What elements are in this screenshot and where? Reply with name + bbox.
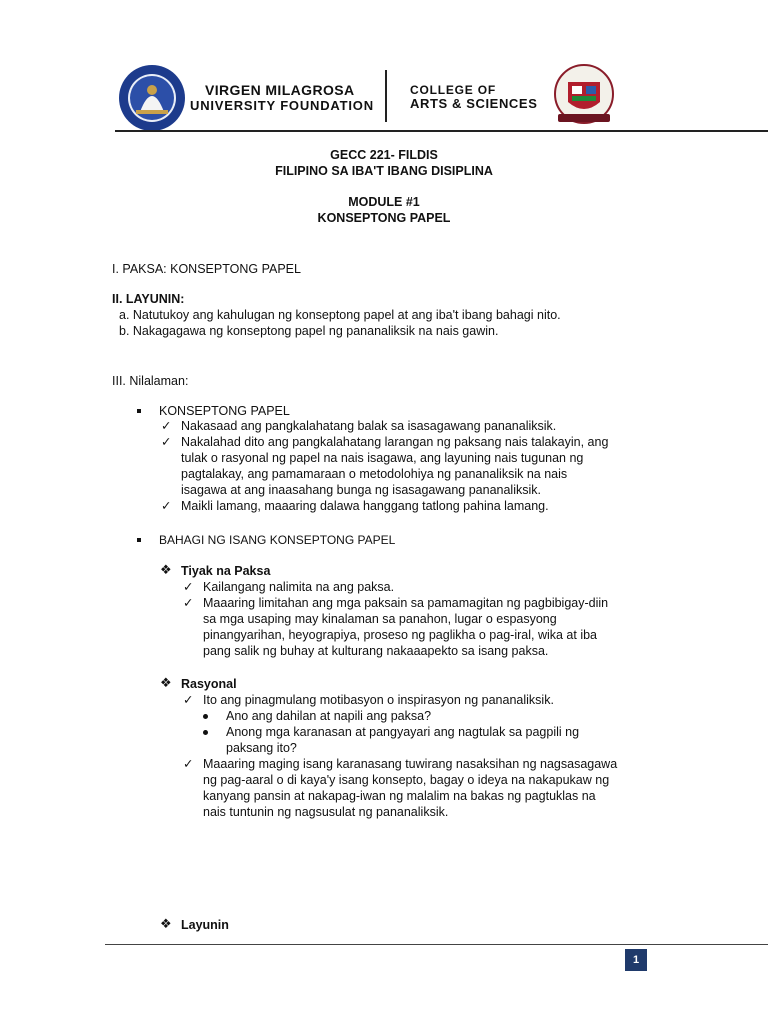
rasyonal-check-2-line: Maaaring maging isang karanasang tuwirang nasaksihan ng nagsasagawa <box>203 757 618 771</box>
diamond-bullet-icon: ❖ <box>160 675 172 690</box>
bahagi-label: BAHAGI NG ISANG KONSEPTONG PAPEL <box>159 533 396 547</box>
checkmark-icon: ✓ <box>161 435 172 449</box>
college-of-label: COLLEGE OF <box>410 83 496 97</box>
college-name: ARTS & SCIENCES <box>410 96 538 111</box>
rasyonal-check-2-line: nais tuntunin ng nagsusulat ng pananaliksik. <box>203 805 449 819</box>
university-name: VIRGEN MILAGROSA <box>205 82 355 98</box>
square-bullet-icon <box>137 538 141 542</box>
module-number: MODULE #1 <box>348 195 420 209</box>
kp-check-1: Nakasaad ang pangkalahatang balak sa isasagawang pananaliksik. <box>181 419 557 433</box>
kp-check-2-line: isagawa at ang inaasahang bunga ng isasagawang pananaliksik. <box>181 483 541 497</box>
rasyonal-label: Rasyonal <box>181 677 237 691</box>
section-nilalaman-heading: III. Nilalaman: <box>112 374 189 388</box>
diamond-bullet-icon: ❖ <box>160 916 172 931</box>
checkmark-icon: ✓ <box>183 596 194 610</box>
kp-check-2-line: Nakalahad dito ang pangkalahatang larangan ng paksang nais talakayin, ang <box>181 435 609 449</box>
header-rule <box>115 130 768 132</box>
checkmark-icon: ✓ <box>183 580 194 594</box>
rasyonal-question-2-line: paksang ito? <box>226 741 297 755</box>
section-layunin-heading: II. LAYUNIN: <box>112 292 185 306</box>
rasyonal-question-1: Ano ang dahilan at napili ang paksa? <box>226 709 432 723</box>
kp-check-2-line: pagtalakay, ang pamamaraan o metodolohiya ng pananaliksik na nais <box>181 467 568 481</box>
kp-check-3: Maikli lamang, maaaring dalawa hanggang tatlong pahina lamang. <box>181 499 549 513</box>
checkmark-icon: ✓ <box>161 419 172 433</box>
college-seal-logo <box>550 64 618 128</box>
layunin-item-a: a. Natutukoy ang kahulugan ng konseptong papel at ang iba't ibang bahagi nito. <box>119 308 561 322</box>
rasyonal-question-2-line: Anong mga karanasan at pangyayari ang nagtulak sa pagpili ng <box>226 725 580 739</box>
university-seal-logo <box>118 64 186 132</box>
page-number-badge: 1 <box>625 949 647 971</box>
konseptong-papel-label: KONSEPTONG PAPEL <box>159 404 290 418</box>
section-paksa: I. PAKSA: KONSEPTONG PAPEL <box>112 262 301 276</box>
round-bullet-icon <box>203 730 208 735</box>
layunin-item-b: b. Nakagagawa ng konseptong papel ng pananaliksik na nais gawin. <box>119 324 499 338</box>
rasyonal-check-2-line: ng pag-aaral o di kaya'y isang konsepto, bagay o ideya na nakapukaw ng <box>203 773 610 787</box>
kp-check-2-line: tulak o rasyonal ng papel na nais isagawa, ang layuning nais tugunan ng <box>181 451 584 465</box>
header-divider <box>385 70 387 122</box>
tiyak-check-1: Kailangang nalimita na ang paksa. <box>203 580 395 594</box>
checkmark-icon: ✓ <box>183 757 194 771</box>
tiyak-check-2-line: pang salik ng buhay at kulturang nakaaapekto sa isang paksa. <box>203 644 549 658</box>
university-subtitle: UNIVERSITY FOUNDATION <box>190 98 374 113</box>
diamond-bullet-icon: ❖ <box>160 562 172 577</box>
rasyonal-check-2-line: kanyang pansin at nakapag-iwan ng malalim na bakas ng pagtuklas na <box>203 789 596 803</box>
tiyak-na-paksa-label: Tiyak na Paksa <box>181 564 271 578</box>
layunin-label: Layunin <box>181 918 229 932</box>
tiyak-check-2-line: Maaaring limitahan ang mga paksain sa pamamagitan ng pagbibigay-diin <box>203 596 609 610</box>
checkmark-icon: ✓ <box>161 499 172 513</box>
rasyonal-check-1: Ito ang pinagmulang motibasyon o inspirasyon ng pananaliksik. <box>203 693 554 707</box>
footer-rule <box>105 944 768 945</box>
course-code: GECC 221- FILDIS <box>330 148 438 162</box>
subject-title: FILIPINO SA IBA'T IBANG DISIPLINA <box>275 164 493 178</box>
round-bullet-icon <box>203 714 208 719</box>
tiyak-check-2-line: pinangyarihan, heyograpiya, proseso ng paglikha o pag-iral, wika at iba <box>203 628 598 642</box>
checkmark-icon: ✓ <box>183 693 194 707</box>
tiyak-check-2-line: sa mga usaping may kinalaman sa panahon, lugar o espasyong <box>203 612 557 626</box>
module-topic: KONSEPTONG PAPEL <box>317 211 451 225</box>
square-bullet-icon <box>137 409 141 413</box>
